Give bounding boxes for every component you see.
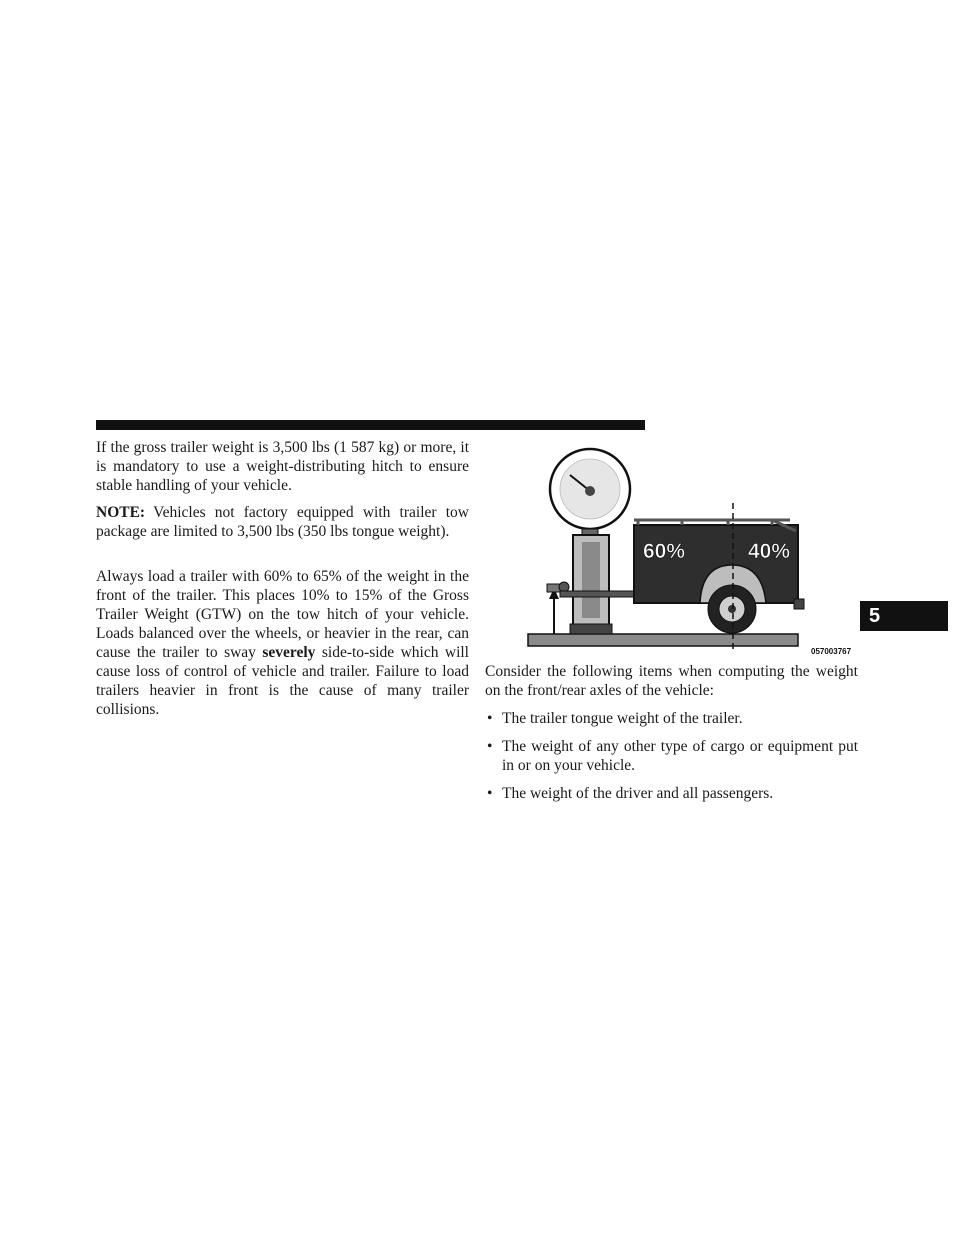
chapter-number: 5 <box>869 605 881 627</box>
bullet-dot: • <box>487 710 493 727</box>
paragraph-load-balance <box>96 567 469 719</box>
right-column <box>485 662 858 812</box>
axle-weight-list <box>485 709 858 803</box>
emphasis-severely: severely <box>262 644 316 661</box>
list-item <box>485 784 858 803</box>
trailer-weight-illustration <box>520 447 860 659</box>
label-rear-percent: 40% <box>748 540 791 563</box>
list-item <box>485 709 858 728</box>
note-text: Vehicles not factory equipped with trailer tow package are limited to 3,500 lbs (350 lbs tongue weight). <box>96 504 469 540</box>
scale-base <box>570 624 612 634</box>
list-item-text: The weight of the driver and all passengers. <box>502 785 774 802</box>
ground-bar <box>528 634 798 646</box>
wheel-hub <box>728 605 736 613</box>
chapter-tab <box>860 601 948 631</box>
list-item <box>485 737 858 775</box>
left-column <box>96 438 469 719</box>
load-text-before: Always load a trailer with 60% to 65% of the weight in the front of the trailer. This places 10% to 15% of the Gross Trailer Weight (GTW) on the tow hitch of your vehicle. Loads balanced over the wheels, or heavier in the rear, can cause the trailer to sway <box>96 568 469 661</box>
rear-step <box>794 599 804 609</box>
load-text-after: side-to-side which will cause loss of control of vehicle and trailer. Failure to load trailers heavier in front is the cause of many trailer collisions. <box>96 644 469 718</box>
bullet-dot: • <box>487 785 493 802</box>
trailer-scale-diagram <box>520 447 860 659</box>
gauge-hub <box>585 486 595 496</box>
bullet-dot: • <box>487 738 493 755</box>
note-paragraph <box>96 503 469 541</box>
scale-column-shade <box>582 542 600 618</box>
paragraph-gross-weight: If the gross trailer weight is 3,500 lbs (1 587 kg) or more, it is mandatory to use a weight-distributing hitch to ensure stable handling of your vehicle. <box>96 439 469 494</box>
list-item-text: The weight of any other type of cargo or equipment put in or on your vehicle. <box>502 738 858 774</box>
label-front-percent: 60% <box>643 540 686 563</box>
note-label: NOTE: <box>96 504 146 521</box>
section-header-rule <box>96 420 645 430</box>
list-item-text: The trailer tongue weight of the trailer. <box>502 710 743 727</box>
trailer-tongue <box>560 591 636 597</box>
figure-code: 057003767 <box>811 647 852 656</box>
paragraph-axle-intro: Consider the following items when computing the weight on the front/rear axles of the vehicle: <box>485 663 858 699</box>
